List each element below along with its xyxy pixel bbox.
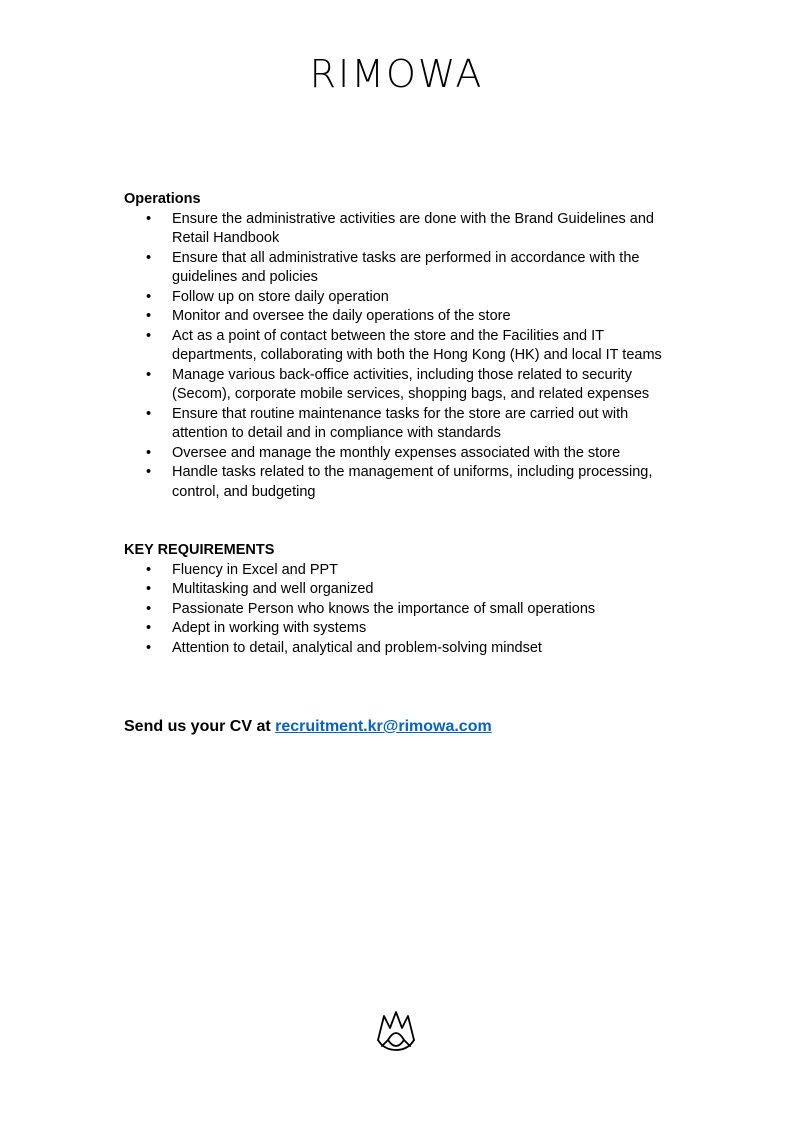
list-item (124, 249, 684, 288)
bullet-icon: • (146, 620, 152, 636)
cv-call-to-action (124, 716, 684, 738)
spacer (124, 658, 684, 716)
list-item-text: Multitasking and well organized (172, 581, 374, 597)
list-item (124, 580, 684, 600)
list-item-text: Manage various back-office activities, including those related to security (Secom), corporate mobile services, shopping bags, and related expenses (172, 366, 650, 402)
list-item-text: Oversee and manage the monthly expenses associated with the store (172, 444, 621, 461)
bullet-icon: • (146, 249, 152, 266)
list-item (124, 463, 684, 502)
list-item-text: Handle tasks related to the management of uniforms, including processing, control, and budgeting (172, 464, 653, 500)
list-item (124, 639, 684, 659)
list-item-text: Ensure that all administrative tasks are performed in accordance with the guidelines and policies (172, 249, 640, 285)
list-item (124, 619, 684, 639)
operations-list (124, 210, 684, 503)
document-body (124, 190, 684, 738)
list-item (124, 366, 684, 405)
rimowa-emblem-icon (374, 1006, 418, 1054)
requirements-list (124, 561, 684, 659)
list-item-text: Attention to detail, analytical and problem-solving mindset (172, 639, 542, 656)
bullet-icon: • (146, 561, 152, 578)
list-item-text: Act as a point of contact between the store and the Facilities and IT departments, collaborating with both the Hong Kong (HK) and local IT teams (172, 327, 662, 363)
bullet-icon: • (146, 405, 152, 422)
bullet-icon: • (146, 366, 152, 383)
list-item (124, 600, 684, 620)
bullet-icon: • (146, 308, 152, 324)
list-item-text: Ensure that routine maintenance tasks for the store are carried out with attention to detail and in compliance with standards (172, 405, 629, 441)
list-item (124, 327, 684, 366)
bullet-icon: • (146, 210, 152, 227)
list-item-text: Follow up on store daily operation (172, 288, 389, 305)
list-item (124, 210, 684, 249)
bullet-icon: • (146, 639, 152, 656)
list-item (124, 307, 684, 327)
list-item-text: Fluency in Excel and PPT (172, 561, 339, 578)
bullet-icon: • (146, 600, 152, 617)
list-item-text: Monitor and oversee the daily operations of the store (172, 308, 511, 324)
brand-logo: RIMOWA (309, 52, 484, 96)
list-item (124, 444, 684, 464)
list-item-text: Ensure the administrative activities are done with the Brand Guidelines and Retail Handbook (172, 210, 654, 246)
list-item (124, 561, 684, 581)
operations-heading: Operations (124, 191, 201, 207)
list-item-text: Passionate Person who knows the importance of small operations (172, 600, 596, 617)
bullet-icon: • (146, 464, 152, 480)
list-item (124, 288, 684, 308)
cta-text: Send us your CV at (124, 718, 276, 735)
list-item (124, 405, 684, 444)
requirements-heading: KEY REQUIREMENTS (124, 542, 275, 558)
bullet-icon: • (146, 327, 152, 344)
spacer (124, 502, 684, 541)
bullet-icon: • (146, 288, 152, 305)
bullet-icon: • (146, 444, 152, 461)
list-item-text: Adept in working with systems (172, 620, 367, 636)
bullet-icon: • (146, 581, 152, 597)
email-link[interactable]: recruitment.kr@rimowa.com (275, 718, 492, 735)
